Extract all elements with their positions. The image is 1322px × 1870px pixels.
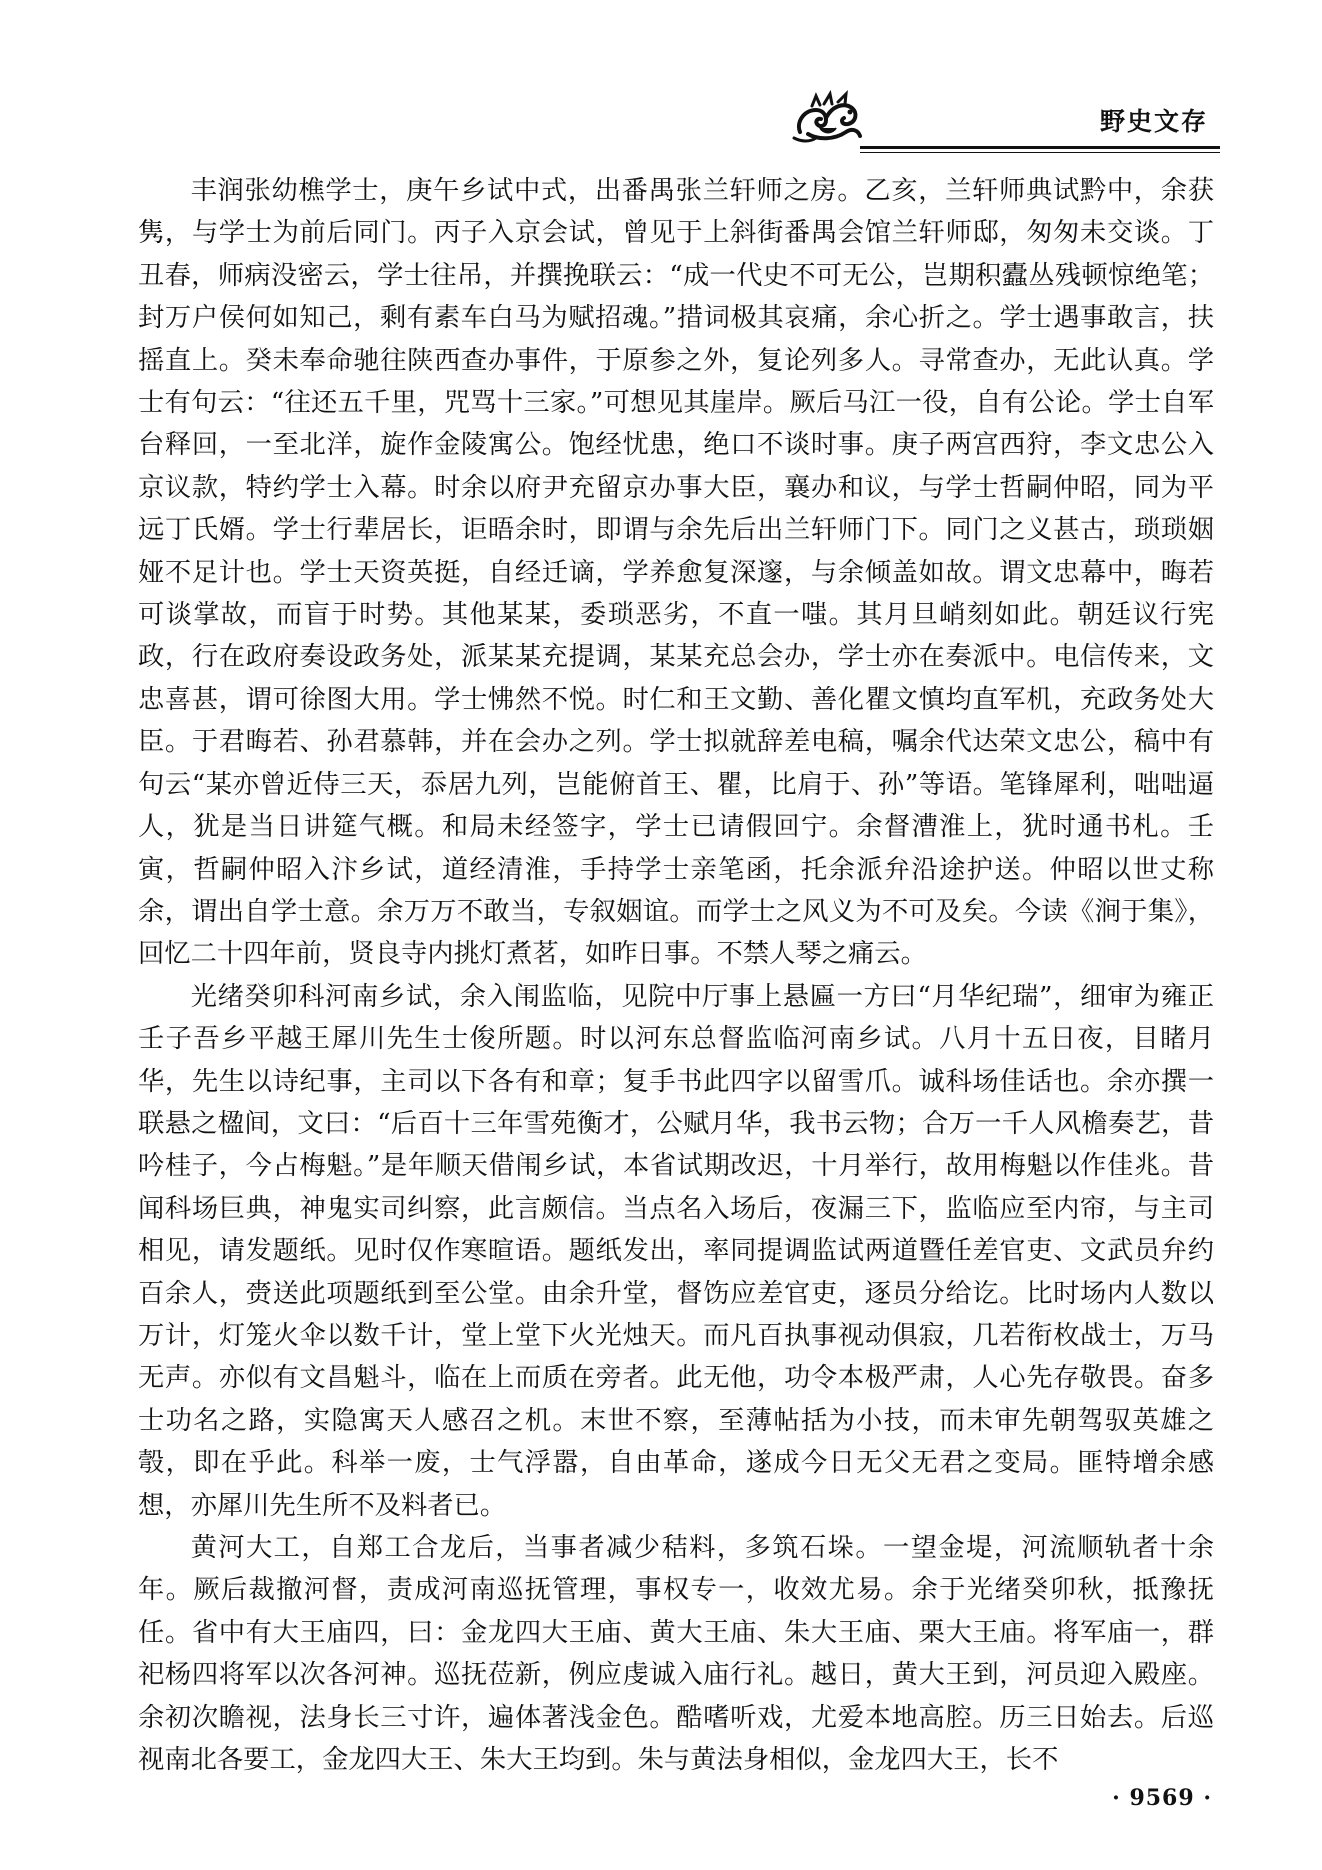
running-header [790, 88, 1220, 152]
paragraph-1: 丰润张幼樵学士，庚午乡试中式，出番禺张兰轩师之房。乙亥，兰轩师典试黔中，余获隽，与学士为前后同门。丙子入京会试，曾见于上斜街番禺会馆兰轩师邸，匆匆未交谈。丁丑春，师病没密云，学士往吊，并撰挽联云：“成一代史不可无公，岂期积蠹丛残顿惊绝笔；封万户侯何如知己，剩有素车白马为赋招魂。”措词极其哀痛，余心折之。学士遇事敢言，扶摇直上。癸未奉命驰往陕西查办事件，于原参之外，复论列多人。寻常查办，无此认真。学士有句云：“往还五千里，咒骂十三家。”可想见其崖岸。厥后马江一役，自有公论。学士自军台释回，一至北洋，旋作金陵寓公。饱经忧患，绝口不谈时事。庚子两宫西狩，李文忠公入京议款，特约学士入幕。时余以府尹充留京办事大臣，襄办和议，与学士哲嗣仲昭，同为平远丁氏婿。学士行辈居长，讵晤余时，即谓与余先后出兰轩师门下。同门之义甚古，琐琐姻娅不足计也。学士天资英挺，自经迁谪，学养愈复深邃，与余倾盖如故。谓文忠幕中，晦若可谈掌故，而盲于时势。其他某某，委琐恶劣，不直一嗤。其月旦峭刻如此。朝廷议行宪政，行在政府奏设政务处，派某某充提调，某某充总会办，学士亦在奏派中。电信传来，文忠喜甚，谓可徐图大用。学士怫然不悦。时仁和王文勤、善化瞿文慎均直军机，充政务处大臣。于君晦若、孙君慕韩，并在会办之列。学士拟就辞差电稿，嘱余代达荣文忠公，稿中有句云“某亦曾近侍三天，忝居九列，岂能俯首王、瞿，比肩于、孙”等语。笔锋犀利，咄咄逼人，犹是当日讲筵气概。和局未经签字，学士已请假回宁。余督漕淮上，犹时通书札。壬寅，哲嗣仲昭入汴乡试，道经清淮，手持学士亲笔函，托余派弁沿途护送。仲昭以世丈称余，谓出自学士意。余万万不敢当，专叙姻谊。而学士之风义为不可及矣。今读《涧于集》，回忆二十四年前，贤良寺内挑灯煮茗，如昨日事。不禁人琴之痛云。 [138, 176, 1214, 970]
paragraph-3: 黄河大工，自郑工合龙后，当事者减少秸料，多筑石垛。一望金堤，河流顺轨者十余年。厥后裁撤河督，责成河南巡抚管理，事权专一，收效尤易。余于光绪癸卯秋，抵豫抚任。省中有大王庙四，曰：金龙四大王庙、黄大王庙、朱大王庙、栗大王庙。将军庙一，群祀杨四将军以次各河神。巡抚莅新，例应虔诚入庙行礼。越日，黄大王到，河员迎入殿座。余初次瞻视，法身长三寸许，遍体著浅金色。酷嗜听戏，尤爱本地高腔。历三日始去。后巡视南北各要工，金龙四大王、朱大王均到。朱与黄法身相似，金龙四大王，长不 [138, 1533, 1214, 1776]
paragraph-2: 光绪癸卯科河南乡试，余入闱监临，见院中厅事上悬匾一方曰“月华纪瑞”，细审为雍正壬子吾乡平越王犀川先生士俊所题。时以河东总督监临河南乡试。八月十五日夜，目睹月华，先生以诗纪事，主司以下各有和章；复手书此四字以留雪爪。诚科场佳话也。余亦撰一联悬之楹间，文曰：“后百十三年雪苑衡才，公赋月华，我书云物；合万一千人风檐奏艺，昔吟桂子，今占梅魁。”是年顺天借闱乡试，本省试期改迟，十月举行，故用梅魁以作佳兆。昔闻科场巨典，神鬼实司纠察，此言颇信。当点名入场后，夜漏三下，监临应至内帘，与主司相见，请发题纸。见时仅作寒暄语。题纸发出，率同提调监试两道暨任差官吏、文武员弁约百余人，赍送此项题纸到至公堂。由余升堂，督饬应差官吏，逐员分给讫。比时场内人数以万计，灯笼火伞以数千计，堂上堂下火光烛天。而凡百执事视动俱寂，几若衔枚战士，万马无声。亦似有文昌魁斗，临在上而质在旁者。此无他，功令本极严肃，人心先存敬畏。奋多士功名之路，实隐寓天人感召之机。末世不察，至薄帖括为小技，而未审先朝驾驭英雄之彀，即在乎此。科举一废，士气浮嚣，自由革命，遂成今日无父无君之变局。匪特增余感想，亦犀川先生所不及料者已。 [138, 981, 1214, 1521]
page-number: · 9569 · [1112, 1785, 1212, 1811]
header-rule-thin [860, 152, 1220, 153]
body-text [138, 170, 1214, 1781]
header-title: 野史文存 [1099, 107, 1208, 136]
dragon-emblem-icon [790, 88, 866, 148]
header-rule [860, 146, 1220, 149]
